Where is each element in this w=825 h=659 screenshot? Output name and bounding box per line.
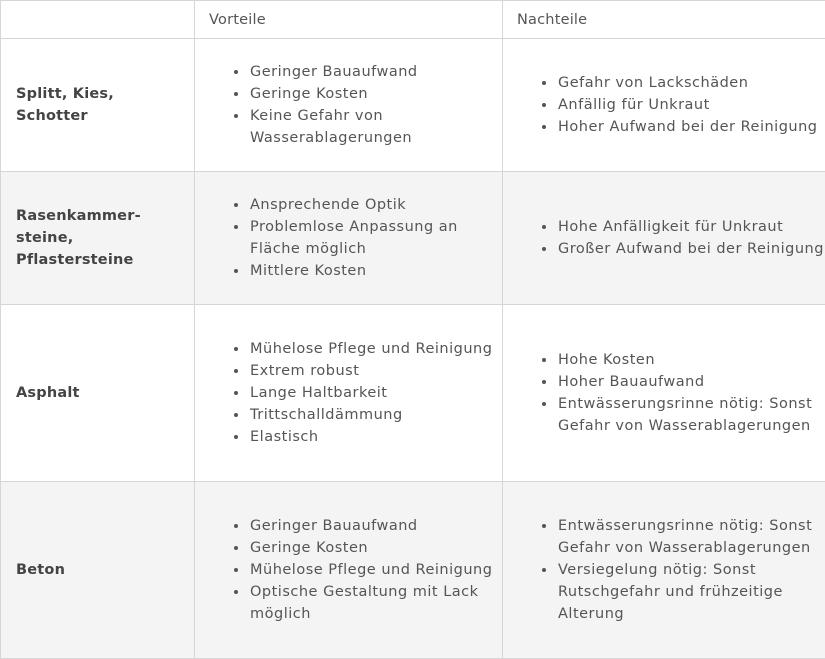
cons-cell [503, 39, 825, 172]
header-row [1, 1, 825, 39]
list-item: • Gefahr von Lackschäden [557, 72, 825, 94]
list-item: • Mittlere Kosten [249, 260, 502, 282]
pros-list [195, 61, 502, 149]
row-label: Splitt, Kies, Schotter [1, 39, 195, 172]
pros-cell [195, 305, 503, 482]
list-item: • Hohe Anfälligkeit für Unkraut [557, 216, 825, 238]
header-nachteile: Nachteile [503, 1, 825, 39]
table-row [1, 172, 825, 305]
list-item: • Versiegelung nötig: Sonst Rutschgefahr und frühzeitige Alterung [557, 559, 825, 625]
list-item: • Extrem robust [249, 360, 502, 382]
list-item: • Geringe Kosten [249, 537, 502, 559]
cons-list [503, 349, 825, 437]
list-item: • Elastisch [249, 426, 502, 448]
list-item: • Lange Haltbarkeit [249, 382, 502, 404]
row-label: Rasenkammer-steine, Pflastersteine [1, 172, 195, 305]
list-item: • Mühelose Pflege und Reinigung [249, 559, 502, 581]
list-item: • Mühelose Pflege und Reinigung [249, 338, 502, 360]
table-row [1, 305, 825, 482]
list-item: • Optische Gestaltung mit Lack möglich [249, 581, 502, 625]
list-item: • Hoher Aufwand bei der Reinigung [557, 116, 825, 138]
list-item: • Geringe Kosten [249, 83, 502, 105]
list-item: • Geringer Bauaufwand [249, 61, 502, 83]
list-item: • Trittschalldämmung [249, 404, 502, 426]
cons-cell [503, 482, 825, 659]
cons-list [503, 72, 825, 138]
list-item: • Großer Aufwand bei der Reinigung [557, 238, 825, 260]
pros-list [195, 515, 502, 625]
list-item: • Hoher Bauaufwand [557, 371, 825, 393]
pros-list [195, 338, 502, 448]
list-item: • Keine Gefahr von Wasserablagerungen [249, 105, 502, 149]
row-label: Asphalt [1, 305, 195, 482]
list-item: • Geringer Bauaufwand [249, 515, 502, 537]
header-empty [1, 1, 195, 39]
table-row [1, 39, 825, 172]
list-item: • Hohe Kosten [557, 349, 825, 371]
pros-cell [195, 172, 503, 305]
pros-cell [195, 482, 503, 659]
pros-list [195, 194, 502, 282]
list-item: • Ansprechende Optik [249, 194, 502, 216]
list-item: • Anfällig für Unkraut [557, 94, 825, 116]
list-item: • Entwässerungsrinne nötig: Sonst Gefahr von Wasserablagerungen [557, 393, 825, 437]
table-row [1, 482, 825, 659]
list-item: • Entwässerungsrinne nötig: Sonst Gefahr von Wasserablagerungen [557, 515, 825, 559]
pros-cell [195, 39, 503, 172]
cons-cell [503, 305, 825, 482]
header-vorteile: Vorteile [195, 1, 503, 39]
list-item: • Problemlose Anpassung an Fläche möglich [249, 216, 502, 260]
row-label: Beton [1, 482, 195, 659]
cons-list [503, 216, 825, 260]
cons-list [503, 515, 825, 625]
cons-cell [503, 172, 825, 305]
